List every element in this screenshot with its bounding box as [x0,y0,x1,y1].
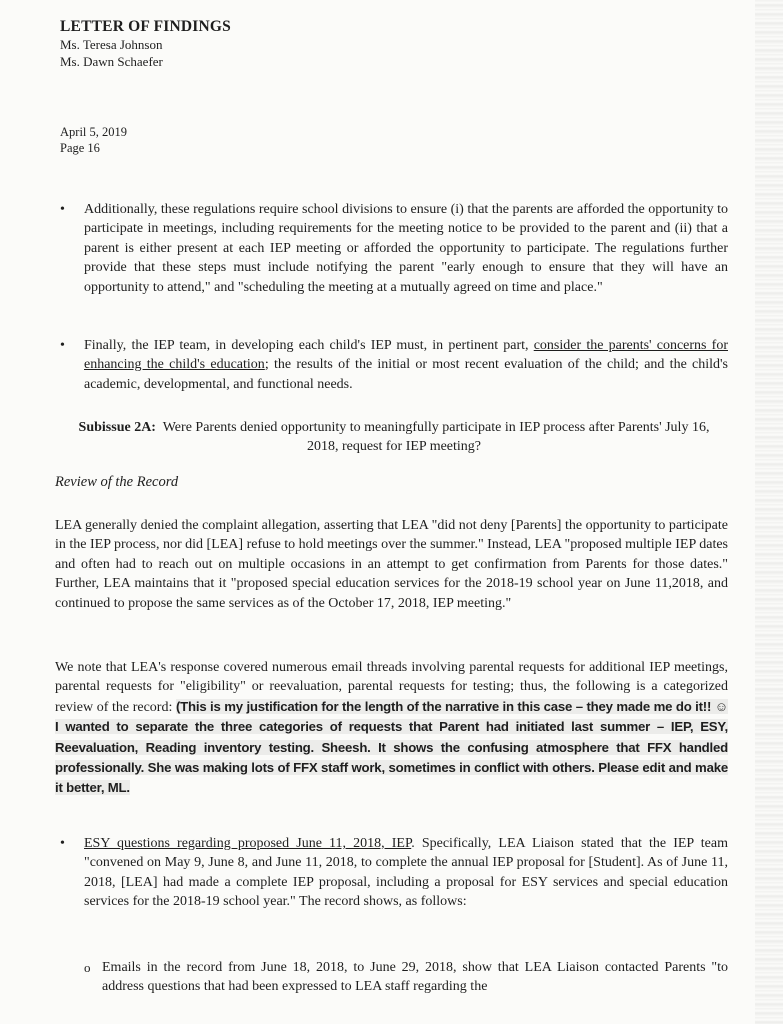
sub-bullet-marker: o [84,960,91,975]
bullet-text-post: ; the results of the initial or most recent evaluation of the child; and the child's academic, developmental, and functional needs. [84,357,729,392]
sub-bullet-text: Emails in the record from June 18, 2018, to June 29, 2018, show that LEA Liaison contacted Parents "to address questions that had been expressed to LEA staff regarding the [102,960,728,995]
letter-date: April 5, 2019 [60,125,128,139]
bullet-text [84,834,728,912]
page-number: Page 16 [60,141,100,155]
bullet-marker: • [60,338,65,353]
date-block [60,124,127,156]
bullet-regulations [60,200,728,297]
letter-title: LETTER OF FINDINGS [60,18,231,35]
esy-text: . Specifically, LEA Liaison stated that the IEP team "convened on May 9, June 8, and June 11, 2018, to complete the annual IEP proposal for [Student]. As of June 11, 2018, [LEA] had made a complete IEP proposal, including a proposal for ESY services and special education services for the 2018-19 school year." The record shows, as follows: [84,836,729,910]
bullet-text [84,336,728,394]
bullet-text: Additionally, these regulations require school divisions to ensure (i) that the parents are afforded the opportunity to participate in meetings, including requirements for the meeting notice to be provided to the parent and (ii) that a parent is either present at each IEP meeting or afforded the opportunity to participate. The regulations further provide that these steps must include notifying the parent "early enough to ensure that they will have an opportunity to attend," and "scheduling the meeting at a mutually agreed on time and place." [84,202,728,295]
paragraph-lea-denial: LEA generally denied the complaint allegation, asserting that LEA "did not deny [Parents] the opportunity to participate in the IEP process, nor did [LEA] refuse to hold meetings over the summer." Instead, LEA "proposed multiple IEP dates and often had to reach out on multiple occasions in an attempt to get confirmation from Parents for those dates." Further, LEA maintains that it "proposed special education services for the 2018-19 school year on June 11,2018, and continued to propose the same services as of the October 17, 2018, IEP meeting." [55,518,728,611]
recipient-1: Ms. Teresa Johnson [60,37,163,52]
subissue-heading [62,418,726,457]
letter-header [60,18,231,70]
review-heading: Review of the Record [55,474,179,490]
sub-bullet-emails [84,958,728,997]
bullet-marker: • [60,202,65,217]
subissue-text: Were Parents denied opportunity to meaningfully participate in IEP process after Parents' July 16, 2018, request for IEP meeting? [162,420,710,455]
scan-edge [755,0,783,1024]
paragraph-categorized-review [55,658,728,799]
bullet-text-pre: Finally, the IEP team, in developing each child's IEP must, in pertinent part, [84,338,534,353]
bullet-text-underlined: consider the parents' concerns for enhancing the child's education [84,338,728,373]
reviewer-comment: (This is my justification for the length of the narrative in this case – they made me do it!! ☺ I wanted to separate the three categories of requests that Parent had initiated last summer – IEP, ESY, Reevaluation, Reading inventory testing. Sheesh. It shows the confusing atmosphere that FFX handled professionally. She was making lots of FFX staff work, sometimes in conflict with others. Please edit and make it better, ML. [55,698,729,796]
bullet-iep-team [60,336,728,394]
bullet-marker: • [60,836,65,851]
subissue-label: Subissue 2A: [78,420,156,435]
paragraph-text: We note that LEA's response covered numerous email threads involving parental requests for additional IEP meetings, parental requests for "eligibility" or reevaluation, parental requests for testing; thus, the following is a categorized review of the record: [55,660,728,715]
recipient-2: Ms. Dawn Schaefer [60,54,163,69]
bullet-esy-questions [60,834,728,912]
esy-heading: ESY questions regarding proposed June 11, 2018, IEP [84,836,412,851]
